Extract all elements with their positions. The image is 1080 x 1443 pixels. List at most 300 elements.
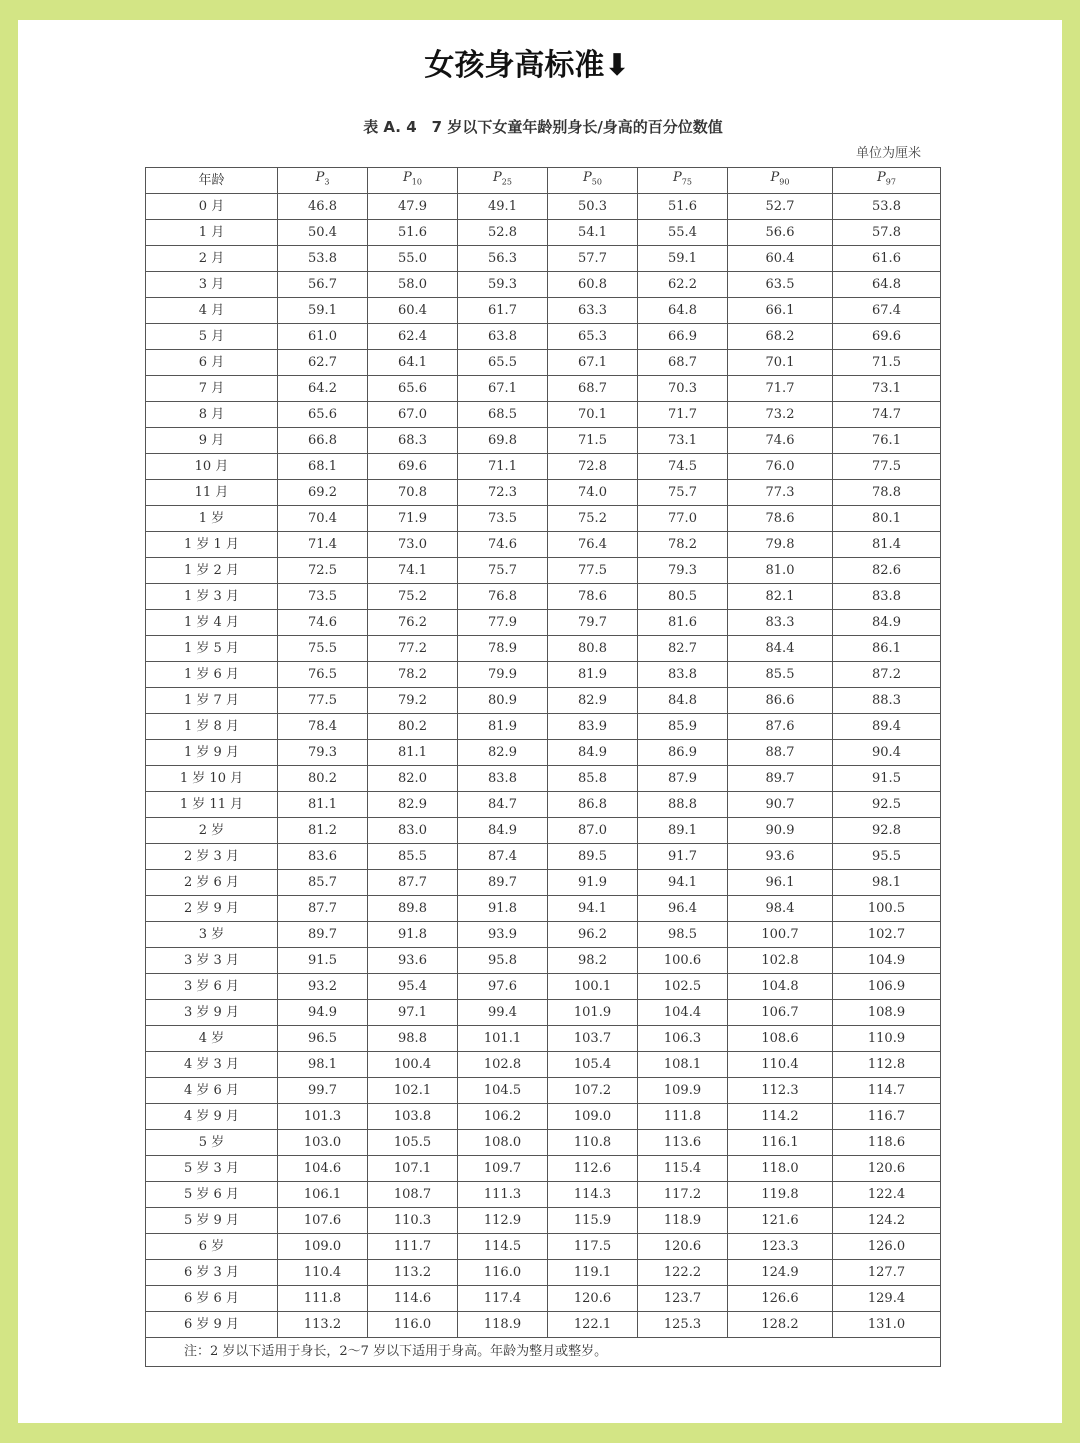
value-cell: 93.2 <box>278 974 368 1000</box>
table-row <box>146 298 941 324</box>
value-cell: 84.9 <box>833 610 941 636</box>
value-cell: 70.8 <box>368 480 458 506</box>
value-cell: 71.1 <box>458 454 548 480</box>
table-row <box>146 220 941 246</box>
value-cell: 70.4 <box>278 506 368 532</box>
table-row <box>146 688 941 714</box>
value-cell: 80.2 <box>278 766 368 792</box>
value-cell: 91.5 <box>833 766 941 792</box>
value-cell: 79.3 <box>638 558 728 584</box>
percentile-header: $P_{10}$ <box>368 168 458 194</box>
table-row <box>146 1052 941 1078</box>
value-cell: 87.9 <box>638 766 728 792</box>
table-row <box>146 402 941 428</box>
value-cell: 76.5 <box>278 662 368 688</box>
table-row <box>146 662 941 688</box>
value-cell: 123.7 <box>638 1286 728 1312</box>
value-cell: 95.8 <box>458 948 548 974</box>
age-cell: 1 岁 11 月 <box>146 792 278 818</box>
value-cell: 82.1 <box>728 584 833 610</box>
value-cell: 73.5 <box>458 506 548 532</box>
value-cell: 65.6 <box>368 376 458 402</box>
value-cell: 119.8 <box>728 1182 833 1208</box>
value-cell: 111.7 <box>368 1234 458 1260</box>
value-cell: 77.5 <box>548 558 638 584</box>
value-cell: 88.7 <box>728 740 833 766</box>
value-cell: 64.8 <box>833 272 941 298</box>
value-cell: 83.9 <box>548 714 638 740</box>
value-cell: 86.8 <box>548 792 638 818</box>
table-row <box>146 532 941 558</box>
value-cell: 78.2 <box>368 662 458 688</box>
value-cell: 54.1 <box>548 220 638 246</box>
value-cell: 104.6 <box>278 1156 368 1182</box>
page-title: 女孩身高标准⬇ <box>424 48 630 83</box>
value-cell: 108.6 <box>728 1026 833 1052</box>
value-cell: 76.1 <box>833 428 941 454</box>
value-cell: 52.8 <box>458 220 548 246</box>
age-cell: 1 岁 7 月 <box>146 688 278 714</box>
value-cell: 81.6 <box>638 610 728 636</box>
value-cell: 102.5 <box>638 974 728 1000</box>
table-row <box>146 870 941 896</box>
age-cell: 1 月 <box>146 220 278 246</box>
table-row <box>146 1078 941 1104</box>
value-cell: 87.2 <box>833 662 941 688</box>
table-row <box>146 428 941 454</box>
value-cell: 114.3 <box>548 1182 638 1208</box>
value-cell: 83.0 <box>368 818 458 844</box>
value-cell: 70.1 <box>728 350 833 376</box>
footnote-row <box>146 1338 941 1367</box>
age-cell: 6 月 <box>146 350 278 376</box>
age-cell: 4 岁 6 月 <box>146 1078 278 1104</box>
value-cell: 78.8 <box>833 480 941 506</box>
value-cell: 117.4 <box>458 1286 548 1312</box>
age-cell: 11 月 <box>146 480 278 506</box>
table-row <box>146 1026 941 1052</box>
value-cell: 61.0 <box>278 324 368 350</box>
value-cell: 79.9 <box>458 662 548 688</box>
value-cell: 89.8 <box>368 896 458 922</box>
value-cell: 55.0 <box>368 246 458 272</box>
value-cell: 69.6 <box>368 454 458 480</box>
value-cell: 73.1 <box>833 376 941 402</box>
value-cell: 68.7 <box>638 350 728 376</box>
value-cell: 104.9 <box>833 948 941 974</box>
age-cell: 1 岁 10 月 <box>146 766 278 792</box>
value-cell: 76.8 <box>458 584 548 610</box>
value-cell: 73.2 <box>728 402 833 428</box>
value-cell: 91.8 <box>368 922 458 948</box>
value-cell: 51.6 <box>368 220 458 246</box>
value-cell: 109.7 <box>458 1156 548 1182</box>
value-cell: 74.7 <box>833 402 941 428</box>
value-cell: 124.9 <box>728 1260 833 1286</box>
value-cell: 115.4 <box>638 1156 728 1182</box>
value-cell: 98.5 <box>638 922 728 948</box>
percentile-header: $P_{25}$ <box>458 168 548 194</box>
value-cell: 93.6 <box>368 948 458 974</box>
value-cell: 71.9 <box>368 506 458 532</box>
table-row <box>146 1156 941 1182</box>
table-row <box>146 740 941 766</box>
value-cell: 114.2 <box>728 1104 833 1130</box>
value-cell: 89.7 <box>458 870 548 896</box>
value-cell: 100.5 <box>833 896 941 922</box>
value-cell: 83.3 <box>728 610 833 636</box>
value-cell: 109.0 <box>548 1104 638 1130</box>
value-cell: 77.5 <box>833 454 941 480</box>
value-cell: 68.7 <box>548 376 638 402</box>
value-cell: 85.9 <box>638 714 728 740</box>
value-cell: 90.4 <box>833 740 941 766</box>
value-cell: 112.8 <box>833 1052 941 1078</box>
value-cell: 112.3 <box>728 1078 833 1104</box>
value-cell: 89.1 <box>638 818 728 844</box>
value-cell: 113.2 <box>278 1312 368 1338</box>
table-row <box>146 558 941 584</box>
value-cell: 96.4 <box>638 896 728 922</box>
age-cell: 2 岁 6 月 <box>146 870 278 896</box>
value-cell: 83.8 <box>458 766 548 792</box>
age-cell: 1 岁 4 月 <box>146 610 278 636</box>
value-cell: 82.0 <box>368 766 458 792</box>
table-row <box>146 1130 941 1156</box>
value-cell: 67.0 <box>368 402 458 428</box>
value-cell: 61.6 <box>833 246 941 272</box>
value-cell: 91.5 <box>278 948 368 974</box>
age-cell: 9 月 <box>146 428 278 454</box>
age-cell: 2 月 <box>146 246 278 272</box>
value-cell: 86.1 <box>833 636 941 662</box>
value-cell: 73.0 <box>368 532 458 558</box>
value-cell: 106.7 <box>728 1000 833 1026</box>
value-cell: 128.2 <box>728 1312 833 1338</box>
age-cell: 1 岁 8 月 <box>146 714 278 740</box>
value-cell: 94.9 <box>278 1000 368 1026</box>
value-cell: 75.7 <box>638 480 728 506</box>
value-cell: 108.1 <box>638 1052 728 1078</box>
value-cell: 50.3 <box>548 194 638 220</box>
value-cell: 59.3 <box>458 272 548 298</box>
value-cell: 53.8 <box>833 194 941 220</box>
value-cell: 64.2 <box>278 376 368 402</box>
value-cell: 61.7 <box>458 298 548 324</box>
value-cell: 68.1 <box>278 454 368 480</box>
value-cell: 79.2 <box>368 688 458 714</box>
value-cell: 110.9 <box>833 1026 941 1052</box>
value-cell: 75.7 <box>458 558 548 584</box>
value-cell: 105.4 <box>548 1052 638 1078</box>
value-cell: 87.6 <box>728 714 833 740</box>
value-cell: 107.1 <box>368 1156 458 1182</box>
value-cell: 83.6 <box>278 844 368 870</box>
value-cell: 67.1 <box>458 376 548 402</box>
percentile-header: $P_{90}$ <box>728 168 833 194</box>
value-cell: 81.4 <box>833 532 941 558</box>
table-row <box>146 1000 941 1026</box>
value-cell: 73.5 <box>278 584 368 610</box>
value-cell: 84.7 <box>458 792 548 818</box>
value-cell: 60.4 <box>728 246 833 272</box>
table-row <box>146 844 941 870</box>
age-header: 年龄 <box>146 168 278 194</box>
value-cell: 87.4 <box>458 844 548 870</box>
value-cell: 89.5 <box>548 844 638 870</box>
age-cell: 6 岁 9 月 <box>146 1312 278 1338</box>
value-cell: 82.9 <box>368 792 458 818</box>
value-cell: 85.5 <box>368 844 458 870</box>
value-cell: 77.0 <box>638 506 728 532</box>
value-cell: 118.6 <box>833 1130 941 1156</box>
value-cell: 100.1 <box>548 974 638 1000</box>
value-cell: 60.4 <box>368 298 458 324</box>
value-cell: 122.2 <box>638 1260 728 1286</box>
age-cell: 5 岁 6 月 <box>146 1182 278 1208</box>
table-row <box>146 896 941 922</box>
value-cell: 97.6 <box>458 974 548 1000</box>
value-cell: 98.4 <box>728 896 833 922</box>
value-cell: 68.3 <box>368 428 458 454</box>
value-cell: 93.9 <box>458 922 548 948</box>
table-row <box>146 1182 941 1208</box>
value-cell: 105.5 <box>368 1130 458 1156</box>
value-cell: 65.3 <box>548 324 638 350</box>
value-cell: 79.3 <box>278 740 368 766</box>
value-cell: 113.6 <box>638 1130 728 1156</box>
table-row <box>146 350 941 376</box>
value-cell: 116.7 <box>833 1104 941 1130</box>
percentile-header: $P_{97}$ <box>833 168 941 194</box>
percentile-header: $P_{75}$ <box>638 168 728 194</box>
value-cell: 99.7 <box>278 1078 368 1104</box>
value-cell: 62.4 <box>368 324 458 350</box>
value-cell: 127.7 <box>833 1260 941 1286</box>
value-cell: 100.7 <box>728 922 833 948</box>
value-cell: 101.3 <box>278 1104 368 1130</box>
table-row <box>146 792 941 818</box>
value-cell: 115.9 <box>548 1208 638 1234</box>
value-cell: 51.6 <box>638 194 728 220</box>
value-cell: 119.1 <box>548 1260 638 1286</box>
table-row <box>146 1104 941 1130</box>
age-cell: 6 岁 6 月 <box>146 1286 278 1312</box>
value-cell: 84.9 <box>548 740 638 766</box>
value-cell: 102.7 <box>833 922 941 948</box>
value-cell: 56.6 <box>728 220 833 246</box>
value-cell: 79.8 <box>728 532 833 558</box>
value-cell: 81.2 <box>278 818 368 844</box>
value-cell: 77.5 <box>278 688 368 714</box>
value-cell: 95.5 <box>833 844 941 870</box>
table-footnote: 注：2 岁以下适用于身长，2～7 岁以下适用于身高。年龄为整月或整岁。 <box>146 1338 941 1367</box>
age-cell: 4 岁 <box>146 1026 278 1052</box>
value-cell: 46.8 <box>278 194 368 220</box>
value-cell: 76.0 <box>728 454 833 480</box>
value-cell: 111.8 <box>278 1286 368 1312</box>
value-cell: 85.5 <box>728 662 833 688</box>
value-cell: 109.0 <box>278 1234 368 1260</box>
value-cell: 63.3 <box>548 298 638 324</box>
value-cell: 117.2 <box>638 1182 728 1208</box>
value-cell: 107.6 <box>278 1208 368 1234</box>
value-cell: 68.2 <box>728 324 833 350</box>
value-cell: 86.9 <box>638 740 728 766</box>
table-row <box>146 1234 941 1260</box>
value-cell: 62.2 <box>638 272 728 298</box>
age-cell: 3 岁 9 月 <box>146 1000 278 1026</box>
value-cell: 77.2 <box>368 636 458 662</box>
value-cell: 106.1 <box>278 1182 368 1208</box>
value-cell: 92.8 <box>833 818 941 844</box>
value-cell: 69.2 <box>278 480 368 506</box>
table-row <box>146 584 941 610</box>
value-cell: 91.7 <box>638 844 728 870</box>
value-cell: 72.5 <box>278 558 368 584</box>
value-cell: 71.5 <box>833 350 941 376</box>
table-row <box>146 1286 941 1312</box>
age-cell: 7 月 <box>146 376 278 402</box>
table-row <box>146 818 941 844</box>
value-cell: 69.6 <box>833 324 941 350</box>
value-cell: 74.1 <box>368 558 458 584</box>
table-row <box>146 922 941 948</box>
value-cell: 80.8 <box>548 636 638 662</box>
value-cell: 120.6 <box>833 1156 941 1182</box>
table-row <box>146 272 941 298</box>
value-cell: 111.3 <box>458 1182 548 1208</box>
value-cell: 94.1 <box>638 870 728 896</box>
value-cell: 102.8 <box>458 1052 548 1078</box>
table-row <box>146 454 941 480</box>
value-cell: 70.1 <box>548 402 638 428</box>
percentile-header: $P_{50}$ <box>548 168 638 194</box>
value-cell: 88.8 <box>638 792 728 818</box>
value-cell: 123.3 <box>728 1234 833 1260</box>
value-cell: 89.7 <box>728 766 833 792</box>
value-cell: 81.9 <box>548 662 638 688</box>
value-cell: 95.4 <box>368 974 458 1000</box>
value-cell: 71.5 <box>548 428 638 454</box>
value-cell: 77.3 <box>728 480 833 506</box>
value-cell: 85.8 <box>548 766 638 792</box>
age-cell: 4 岁 9 月 <box>146 1104 278 1130</box>
value-cell: 98.1 <box>278 1052 368 1078</box>
value-cell: 64.8 <box>638 298 728 324</box>
table-row <box>146 610 941 636</box>
value-cell: 75.2 <box>548 506 638 532</box>
value-cell: 80.9 <box>458 688 548 714</box>
value-cell: 56.3 <box>458 246 548 272</box>
value-cell: 103.7 <box>548 1026 638 1052</box>
value-cell: 99.4 <box>458 1000 548 1026</box>
value-cell: 66.8 <box>278 428 368 454</box>
value-cell: 80.2 <box>368 714 458 740</box>
table-row <box>146 1260 941 1286</box>
value-cell: 73.1 <box>638 428 728 454</box>
value-cell: 74.0 <box>548 480 638 506</box>
value-cell: 96.1 <box>728 870 833 896</box>
table-row <box>146 714 941 740</box>
value-cell: 104.4 <box>638 1000 728 1026</box>
value-cell: 113.2 <box>368 1260 458 1286</box>
value-cell: 120.6 <box>548 1286 638 1312</box>
value-cell: 76.4 <box>548 532 638 558</box>
value-cell: 78.6 <box>548 584 638 610</box>
table-row <box>146 246 941 272</box>
value-cell: 91.8 <box>458 896 548 922</box>
unit-note: 单位为厘米 <box>856 146 922 161</box>
table-row <box>146 1208 941 1234</box>
age-cell: 5 岁 9 月 <box>146 1208 278 1234</box>
value-cell: 108.0 <box>458 1130 548 1156</box>
age-cell: 3 岁 6 月 <box>146 974 278 1000</box>
value-cell: 50.4 <box>278 220 368 246</box>
value-cell: 65.6 <box>278 402 368 428</box>
table-row <box>146 636 941 662</box>
table-body <box>146 194 941 1338</box>
value-cell: 82.9 <box>548 688 638 714</box>
value-cell: 126.0 <box>833 1234 941 1260</box>
value-cell: 65.5 <box>458 350 548 376</box>
value-cell: 64.1 <box>368 350 458 376</box>
value-cell: 63.8 <box>458 324 548 350</box>
value-cell: 94.1 <box>548 896 638 922</box>
age-cell: 5 岁 <box>146 1130 278 1156</box>
value-cell: 89.4 <box>833 714 941 740</box>
value-cell: 59.1 <box>278 298 368 324</box>
value-cell: 84.8 <box>638 688 728 714</box>
value-cell: 116.0 <box>368 1312 458 1338</box>
value-cell: 55.4 <box>638 220 728 246</box>
value-cell: 53.8 <box>278 246 368 272</box>
age-cell: 2 岁 <box>146 818 278 844</box>
value-cell: 67.4 <box>833 298 941 324</box>
value-cell: 126.6 <box>728 1286 833 1312</box>
value-cell: 86.6 <box>728 688 833 714</box>
value-cell: 77.9 <box>458 610 548 636</box>
value-cell: 81.9 <box>458 714 548 740</box>
value-cell: 102.8 <box>728 948 833 974</box>
value-cell: 103.8 <box>368 1104 458 1130</box>
value-cell: 52.7 <box>728 194 833 220</box>
value-cell: 97.1 <box>368 1000 458 1026</box>
value-cell: 66.9 <box>638 324 728 350</box>
value-cell: 100.4 <box>368 1052 458 1078</box>
value-cell: 71.7 <box>728 376 833 402</box>
value-cell: 81.1 <box>368 740 458 766</box>
table-row <box>146 376 941 402</box>
value-cell: 110.8 <box>548 1130 638 1156</box>
age-cell: 4 岁 3 月 <box>146 1052 278 1078</box>
value-cell: 88.3 <box>833 688 941 714</box>
value-cell: 82.6 <box>833 558 941 584</box>
value-cell: 89.7 <box>278 922 368 948</box>
value-cell: 103.0 <box>278 1130 368 1156</box>
value-cell: 72.3 <box>458 480 548 506</box>
value-cell: 80.1 <box>833 506 941 532</box>
value-cell: 124.2 <box>833 1208 941 1234</box>
value-cell: 114.6 <box>368 1286 458 1312</box>
age-cell: 4 月 <box>146 298 278 324</box>
value-cell: 78.4 <box>278 714 368 740</box>
value-cell: 70.3 <box>638 376 728 402</box>
table-row <box>146 506 941 532</box>
value-cell: 104.5 <box>458 1078 548 1104</box>
value-cell: 83.8 <box>833 584 941 610</box>
value-cell: 87.0 <box>548 818 638 844</box>
